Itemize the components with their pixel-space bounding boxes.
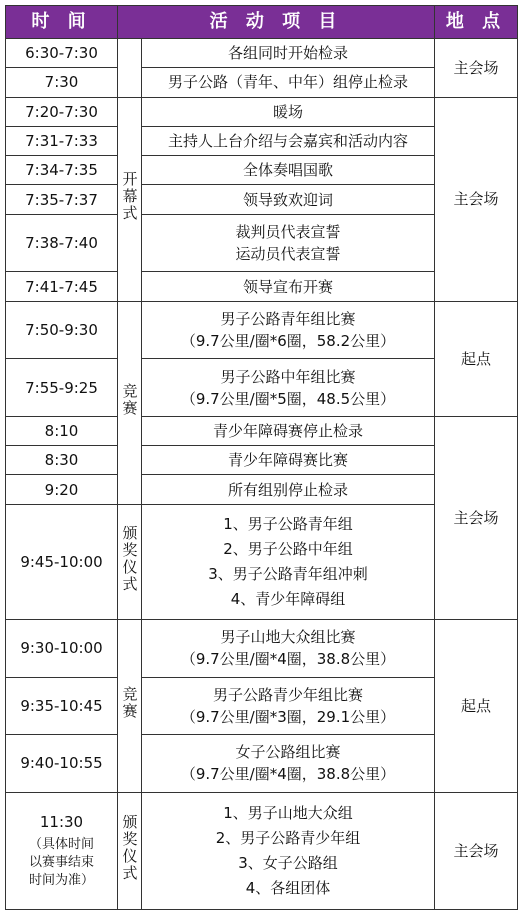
- activity-text: 运动员代表宣誓: [235, 245, 341, 264]
- activity-cell: [142, 214, 435, 272]
- activity-cell: [142, 416, 435, 445]
- activity-cell: [142, 504, 435, 619]
- activity-cell: [142, 792, 435, 909]
- category-cell: [118, 97, 142, 301]
- activity-text: 全体奏唱国歌: [242, 161, 333, 180]
- activity-text: 2、男子公路中年组: [223, 540, 353, 559]
- time-cell: 9:20: [6, 475, 118, 504]
- table-row: [6, 301, 518, 359]
- header-location: 地 点: [435, 6, 518, 39]
- activity-cell: [142, 97, 435, 126]
- category-label: 颁奖仪式: [120, 524, 139, 593]
- time-cell: 7:31-7:33: [6, 126, 118, 155]
- activity-text: 男子公路中年组比赛: [220, 367, 356, 386]
- activity-text: 所有组别停止检录: [227, 480, 348, 499]
- header-time: 时 间: [6, 6, 118, 39]
- time-cell: 6:30-7:30: [6, 39, 118, 68]
- location-cell: 主会场: [435, 39, 518, 98]
- activity-text: 4、各组团体: [245, 879, 331, 898]
- time-cell: 7:50-9:30: [6, 301, 118, 359]
- activity-text: 3、男子公路青年组冲刺: [208, 565, 368, 584]
- activity-text: 1、男子山地大众组: [223, 804, 353, 823]
- time-cell: 9:45-10:00: [6, 504, 118, 619]
- time-cell: 9:40-10:55: [6, 735, 118, 793]
- activity-cell: [142, 68, 435, 97]
- header-row: [6, 6, 518, 39]
- activity-text: 主持人上台介绍与会嘉宾和活动内容: [167, 132, 408, 151]
- time-note: 时间为准）: [28, 873, 94, 889]
- activity-cell: [142, 446, 435, 475]
- table-row: [6, 39, 518, 68]
- activity-cell: [142, 156, 435, 185]
- category-label: 竞赛: [120, 685, 139, 720]
- location-cell: 起点: [435, 619, 518, 792]
- activity-cell: [142, 677, 435, 735]
- activity-text: 青少年障碍赛停止检录: [212, 422, 363, 440]
- activity-cell: [142, 185, 435, 214]
- time-cell: 7:55-9:25: [6, 359, 118, 417]
- activity-cell: [142, 39, 435, 68]
- activity-text: 领导宣布开赛: [242, 277, 333, 296]
- activity-text: 暖场: [272, 102, 303, 121]
- activity-text: 4、青少年障碍组: [230, 590, 346, 609]
- category-cell: [118, 792, 142, 909]
- activity-text: 男子公路（青年、中年）组停止检录: [167, 73, 408, 92]
- schedule-table: [5, 5, 518, 910]
- activity-cell: [142, 619, 435, 677]
- category-cell-empty: [118, 39, 142, 98]
- activity-text: 男子公路青少年组比赛: [212, 685, 363, 704]
- activity-cell: [142, 735, 435, 793]
- activity-text: （9.7公里/圈*5圈，48.5公里）: [180, 389, 396, 408]
- time-cell: 9:35-10:45: [6, 677, 118, 735]
- time-cell: 7:34-7:35: [6, 156, 118, 185]
- time-cell: 7:41-7:45: [6, 272, 118, 301]
- time-text: 11:30: [39, 813, 84, 832]
- activity-cell: [142, 126, 435, 155]
- activity-text: （9.7公里/圈*6圈，58.2公里）: [180, 331, 396, 350]
- table-row: [6, 97, 518, 126]
- category-label: 竞赛: [120, 382, 139, 417]
- activity-cell: [142, 301, 435, 359]
- activity-text: 女子公路组比赛: [235, 743, 341, 762]
- activity-text: （9.7公里/圈*4圈，38.8公里）: [180, 765, 396, 784]
- location-cell: 主会场: [435, 416, 518, 619]
- location-cell: 主会场: [435, 97, 518, 301]
- activity-text: （9.7公里/圈*3圈，29.1公里）: [180, 707, 396, 726]
- time-cell: 8:30: [6, 446, 118, 475]
- activity-cell: [142, 272, 435, 301]
- category-cell: [118, 619, 142, 792]
- activity-text: （9.7公里/圈*4圈，38.8公里）: [180, 650, 396, 669]
- time-cell: 7:35-7:37: [6, 185, 118, 214]
- table-row: [6, 792, 518, 909]
- activity-text: 2、男子公路青少年组: [215, 829, 361, 848]
- time-cell: 7:20-7:30: [6, 97, 118, 126]
- activity-text: 领导致欢迎词: [242, 190, 333, 209]
- time-cell: 9:30-10:00: [6, 619, 118, 677]
- activity-text: 男子山地大众组比赛: [220, 628, 356, 647]
- table-row: [6, 619, 518, 677]
- time-note: （具体时间: [28, 837, 94, 853]
- activity-text: 1、男子公路青年组: [223, 515, 353, 534]
- activity-cell: [142, 475, 435, 504]
- activity-text: 裁判员代表宣誓: [235, 223, 341, 242]
- time-cell: 8:10: [6, 416, 118, 445]
- location-cell: 起点: [435, 301, 518, 416]
- time-cell: 7:38-7:40: [6, 214, 118, 272]
- location-cell: 主会场: [435, 792, 518, 909]
- table-row: [6, 416, 518, 445]
- category-label: 颁奖仪式: [120, 813, 139, 882]
- activity-text: 3、女子公路组: [238, 854, 338, 873]
- time-cell: [6, 792, 118, 909]
- category-label: 开幕式: [120, 170, 139, 222]
- activity-text: 青少年障碍赛比赛: [227, 451, 348, 470]
- category-cell: [118, 504, 142, 619]
- activity-text: 男子公路青年组比赛: [220, 309, 356, 328]
- time-note: 以赛事结束: [28, 855, 94, 871]
- activity-cell: [142, 359, 435, 417]
- category-cell: [118, 301, 142, 504]
- time-cell: 7:30: [6, 68, 118, 97]
- activity-text: 各组同时开始检录: [227, 44, 348, 63]
- header-activity: 活 动 项 目: [118, 6, 435, 39]
